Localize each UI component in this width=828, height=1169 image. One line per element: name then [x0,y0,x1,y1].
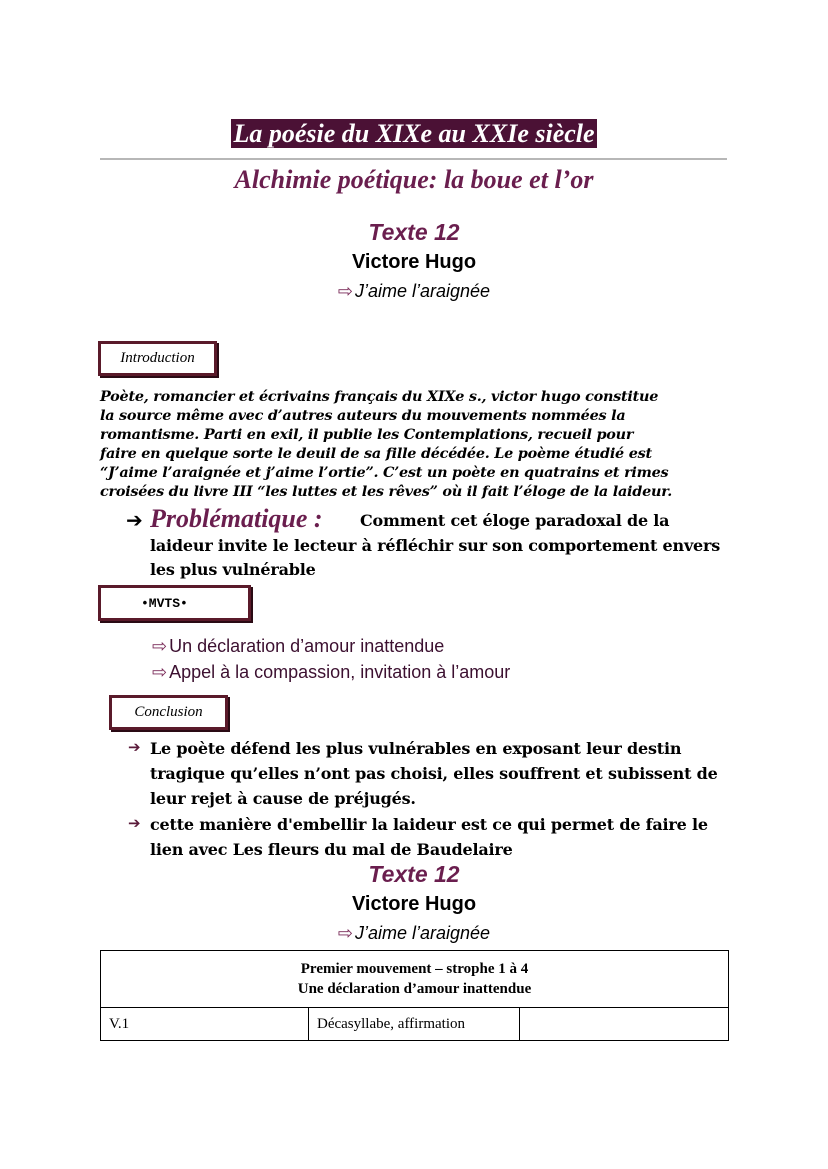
notes-cell [520,1008,729,1041]
introduction-label-box [98,341,217,376]
conclusion-line: Le poète défend les plus vulnérables en exposant leur destin [150,739,682,758]
right-arrow-icon: ➔ [128,738,141,756]
texte-heading: Texte 12 [368,861,460,887]
mouvement-item [152,636,444,657]
page-subtitle: Alchimie poétique: la boue et l’or [234,165,594,194]
outline-right-arrow-icon: ⇨ [337,281,353,301]
mvts-label-box [98,585,251,621]
conclusion-label: Conclusion [134,704,203,720]
problematique-label: Problématique : [150,504,323,533]
page-title [0,118,828,150]
conclusion-label-box [109,695,228,730]
author-heading: Victore Hugo [351,251,477,273]
poem-heading [0,281,828,302]
conclusion-line: lien avec Les fleurs du mal de Baudelaire [150,840,513,859]
outline-right-arrow-icon: ⇨ [337,923,353,943]
mouvement-text: Un déclaration d’amour inattendue [169,636,445,656]
table-header-row [101,951,729,1008]
table-row [101,1008,729,1041]
introduction-line: la source même avec d’autres auteurs du mouvements nommées la [100,407,626,424]
conclusion-line: tragique qu’elles n’ont pas choisi, elles souffrent et subissent de [150,764,718,783]
conclusion-line: leur rejet à cause de préjugés. [150,789,416,808]
problematique-line: Comment cet éloge paradoxal de la [360,511,670,530]
mvts-label: •MVTS• [141,595,188,611]
conclusion-point [150,736,718,811]
mouvement-text: Appel à la compassion, invitation à l’amour [169,662,511,682]
analysis-table [100,950,729,1041]
mouvement-item [152,662,510,683]
right-arrow-icon: ➔ [128,814,141,832]
table-header-line: Une déclaration d’amour inattendue [297,981,532,997]
right-arrow-icon: ➔ [126,508,143,532]
introduction-line: Poète, romancier et écrivains français du XIXe s., victor hugo constitue [100,388,659,405]
conclusion-line: cette manière d'embellir la laideur est ce qui permet de faire le [150,815,708,834]
table-header-cell [101,951,729,1008]
title-divider [100,158,727,160]
introduction-label: Introduction [120,350,195,366]
poem-heading [0,923,828,944]
poem-title: J’aime l’araignée [355,281,491,301]
problematique-line: les plus vulnérable [150,560,316,579]
introduction-line: faire en quelque sorte le deuil de sa fille décédée. Le poème étudié est [100,445,652,462]
author-heading: Victore Hugo [351,893,477,915]
outline-right-arrow-icon: ⇨ [152,636,168,656]
texte-heading: Texte 12 [368,219,460,245]
page-title-text: La poésie du XIXe au XXIe siècle [233,119,595,148]
table-header-line: Premier mouvement – strophe 1 à 4 [300,961,529,977]
analysis-cell: Décasyllabe, affirmation [309,1008,520,1041]
introduction-line: “J’aime l’araignée et j’aime l’ortie”. C’est un poète en quatrains et rimes [100,464,669,481]
verse-cell: V.1 [101,1008,309,1041]
poem-title: J’aime l’araignée [355,923,491,943]
outline-right-arrow-icon: ⇨ [152,662,168,682]
introduction-line: croisées du livre III “les luttes et les rêves” où il fait l’éloge de la laideur. [100,483,672,500]
conclusion-point [150,812,708,862]
introduction-paragraph [100,387,740,501]
problematique-line: laideur invite le lecteur à réfléchir sur son comportement envers [150,536,721,555]
introduction-line: romantisme. Parti en exil, il publie les Contemplations, recueil pour [100,426,634,443]
